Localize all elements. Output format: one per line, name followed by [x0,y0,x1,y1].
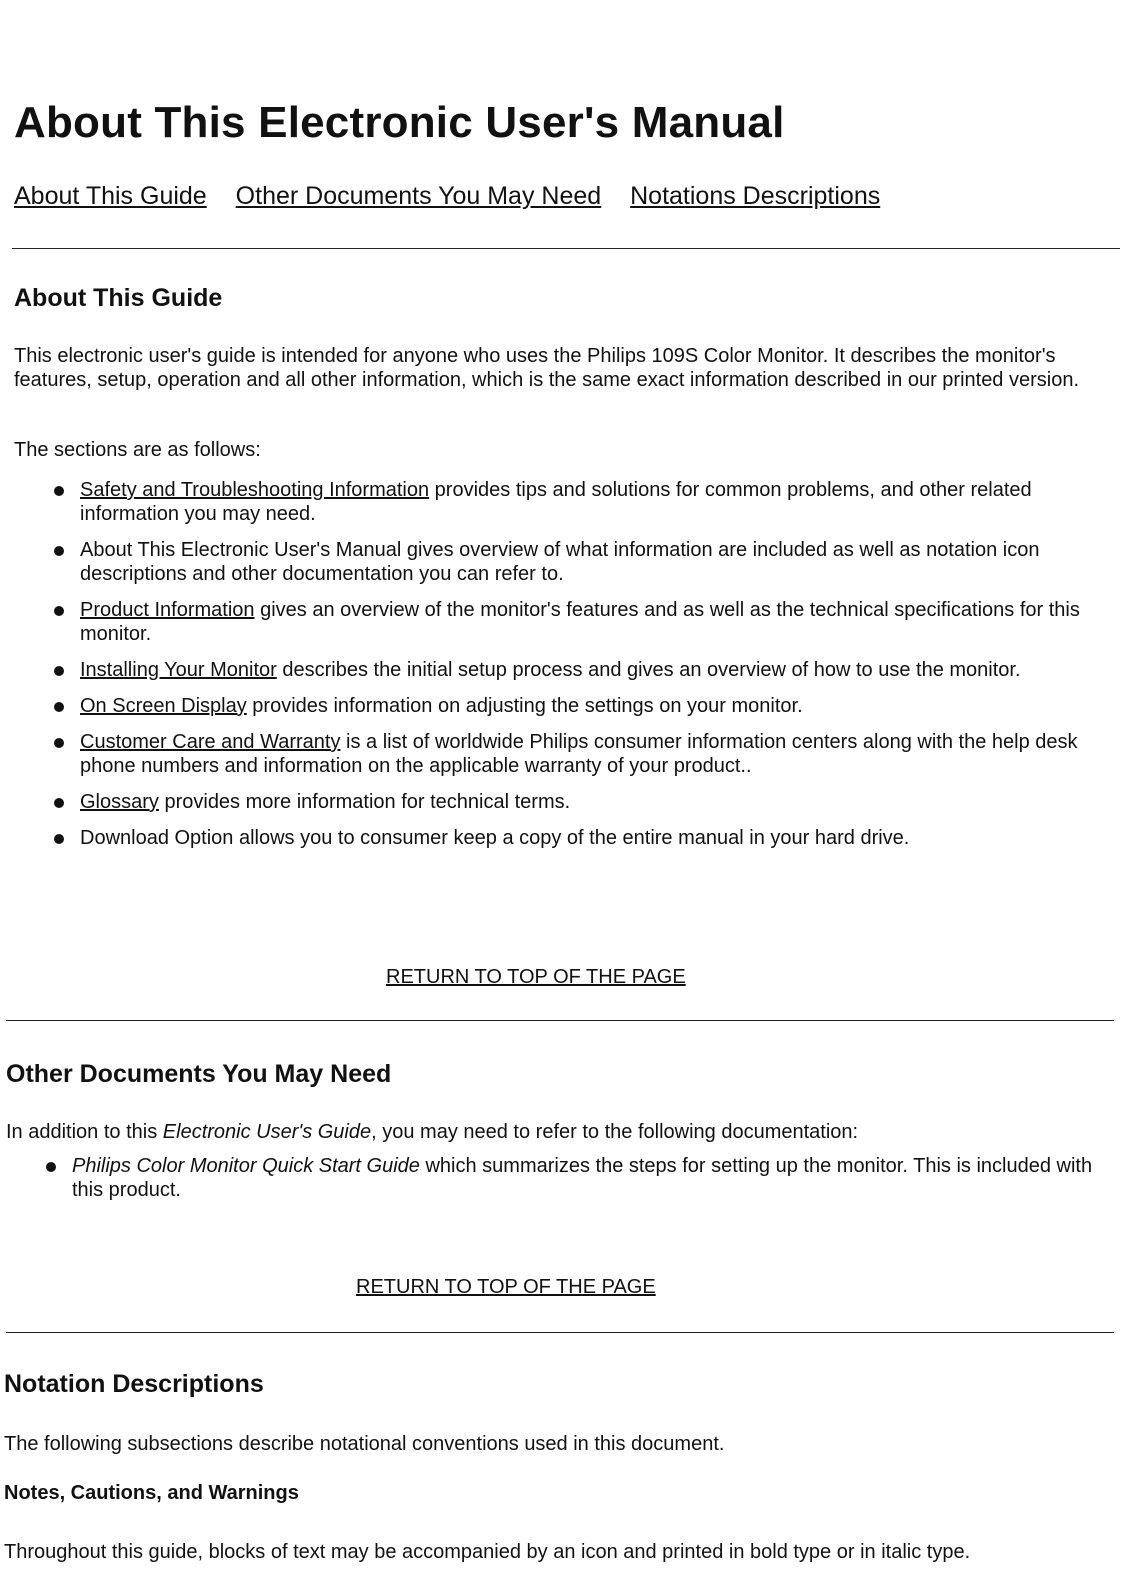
return-to-top-link[interactable]: RETURN TO TOP OF THE PAGE [356,1276,656,1298]
nav-link-about-guide[interactable]: About This Guide [14,182,207,210]
list-item: About This Electronic User's Manual gives overview of what information are included as well as notation icon descriptions and other documentation you can refer to. [54,538,1110,586]
notation-intro: The following subsections describe notational conventions used in this document. [4,1433,725,1455]
top-navigation [14,182,902,211]
divider [6,1020,1114,1021]
sections-list [54,478,1110,862]
list-item: Installing Your Monitor describes the initial setup process and gives an overview of how to use the monitor. [54,658,1110,682]
about-guide-intro: This electronic user's guide is intended for anyone who uses the Philips 109S Color Monitor. It describes the monitor's features, setup, operation and all other information, which is the same exact information described in our printed version. [14,345,1080,391]
notation-body: Throughout this guide, blocks of text may be accompanied by an icon and printed in bold type or in italic type. [4,1541,971,1563]
other-documents-list [46,1154,1116,1214]
other-documents-intro: In addition to this Electronic User's Guide, you may need to refer to the following documentation: [6,1121,859,1143]
list-item: Customer Care and Warranty is a list of worldwide Philips consumer information centers along with the help desk phone numbers and information on the applicable warranty of your product.. [54,730,1110,778]
list-item: Philips Color Monitor Quick Start Guide which summarizes the steps for setting up the monitor. This is included with this product. [46,1154,1116,1202]
page-title: About This Electronic User's Manual [14,98,785,147]
divider [6,1332,1114,1333]
list-item: Download Option allows you to consumer keep a copy of the entire manual in your hard drive. [54,826,1110,850]
link-installing-monitor[interactable]: Installing Your Monitor [80,659,277,681]
section-heading-notation-descriptions: Notation Descriptions [4,1370,264,1398]
link-glossary[interactable]: Glossary [80,791,159,813]
nav-link-other-documents[interactable]: Other Documents You May Need [235,182,602,210]
link-product-information[interactable]: Product Information [80,599,255,621]
divider [12,248,1120,249]
list-item: Product Information gives an overview of the monitor's features and as well as the technical specifications for this monitor. [54,598,1110,646]
link-on-screen-display[interactable]: On Screen Display [80,695,247,717]
link-customer-care-warranty[interactable]: Customer Care and Warranty [80,731,341,753]
section-heading-other-documents: Other Documents You May Need [6,1060,392,1088]
list-item: Safety and Troubleshooting Information provides tips and solutions for common problems, and other related information you may need. [54,478,1110,526]
list-item: Glossary provides more information for technical terms. [54,790,1110,814]
sections-lead: The sections are as follows: [14,439,261,461]
section-heading-about-guide: About This Guide [14,284,223,312]
return-to-top-link[interactable]: RETURN TO TOP OF THE PAGE [386,966,686,988]
list-item: On Screen Display provides information on adjusting the settings on your monitor. [54,694,1110,718]
subheading-notes-cautions-warnings: Notes, Cautions, and Warnings [4,1482,299,1504]
nav-link-notations[interactable]: Notations Descriptions [630,182,881,210]
link-safety-troubleshooting[interactable]: Safety and Troubleshooting Information [80,479,430,501]
